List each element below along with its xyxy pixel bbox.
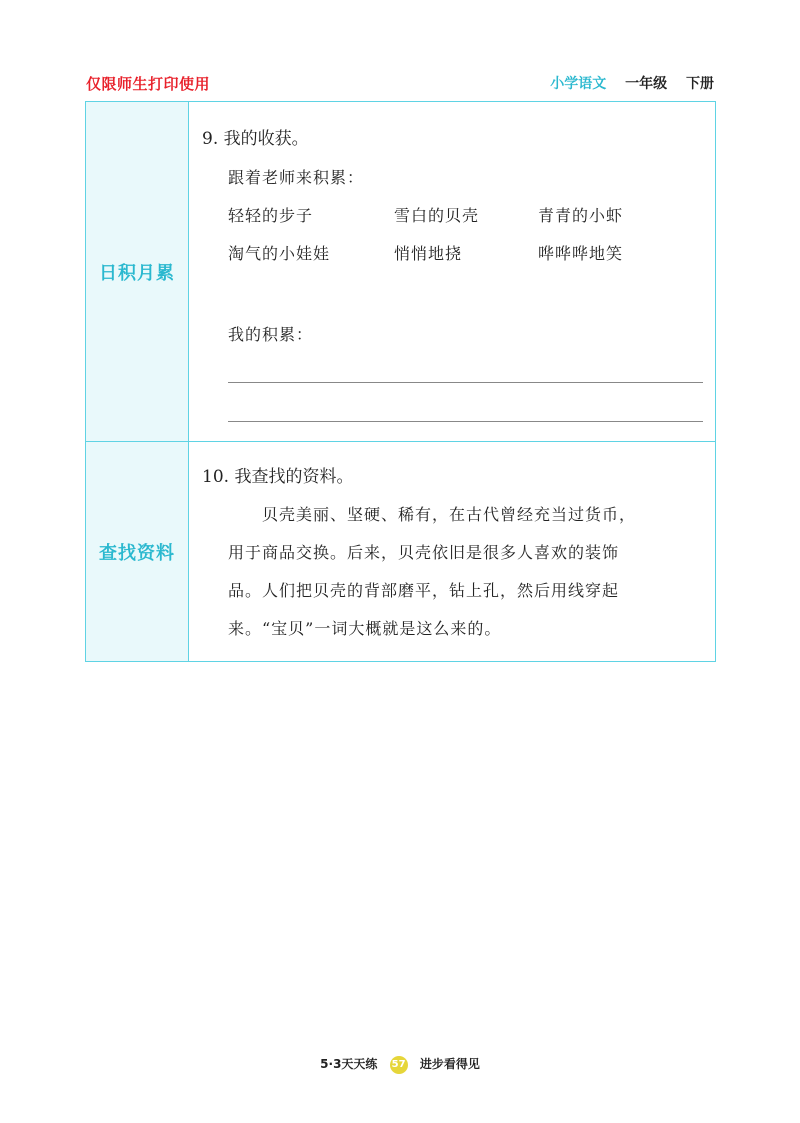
phrase-item: 青青的小虾 xyxy=(538,206,624,225)
my-accumulation-label: 我的积累： xyxy=(228,325,314,344)
footer-slogan: 进步看得见 xyxy=(419,1057,480,1071)
instruction-text: 跟着老师来积累： xyxy=(228,168,365,187)
section-accumulation xyxy=(86,102,715,442)
print-notice: 仅限师生打印使用 xyxy=(86,75,211,93)
section-label-research: 查找资料 xyxy=(86,442,189,661)
section-research xyxy=(86,442,715,661)
term-label: 下册 xyxy=(686,76,714,92)
phrase-item: 雪白的贝壳 xyxy=(394,206,480,225)
phrase-item: 悄悄地挠 xyxy=(394,244,463,263)
page-footer xyxy=(0,1055,800,1074)
book-info xyxy=(550,73,714,93)
paragraph-line: 用于商品交换。后来，贝壳依旧是很多人喜欢的装饰 xyxy=(228,543,620,562)
question-9-title: 9. 我的收获。 xyxy=(202,129,309,149)
answer-line-1[interactable] xyxy=(228,382,703,383)
answer-line-2[interactable] xyxy=(228,421,703,422)
section-content-research xyxy=(190,442,715,661)
question-10-title: 10. 我查找的资料。 xyxy=(202,467,354,487)
exercise-table xyxy=(85,101,716,662)
phrase-item: 淘气的小娃娃 xyxy=(228,244,331,263)
paragraph-line: 贝壳美丽、坚硬、稀有，在古代曾经充当过货币， xyxy=(262,505,637,524)
paragraph-line: 来。“宝贝”一词大概就是这么来的。 xyxy=(228,619,502,638)
phrase-item: 哗哗哗地笑 xyxy=(538,244,624,263)
paragraph-line: 品。人们把贝壳的背部磨平，钻上孔，然后用线穿起 xyxy=(228,581,620,600)
section-content-accumulation xyxy=(190,102,715,441)
phrase-item: 轻轻的步子 xyxy=(228,206,314,225)
page-number: 57 xyxy=(390,1056,408,1074)
section-label-accumulation: 日积月累 xyxy=(86,102,189,441)
footer-series: 5·3天天练 xyxy=(320,1057,378,1071)
subject-label: 小学语文 xyxy=(550,76,607,92)
grade-label: 一年级 xyxy=(625,76,668,92)
